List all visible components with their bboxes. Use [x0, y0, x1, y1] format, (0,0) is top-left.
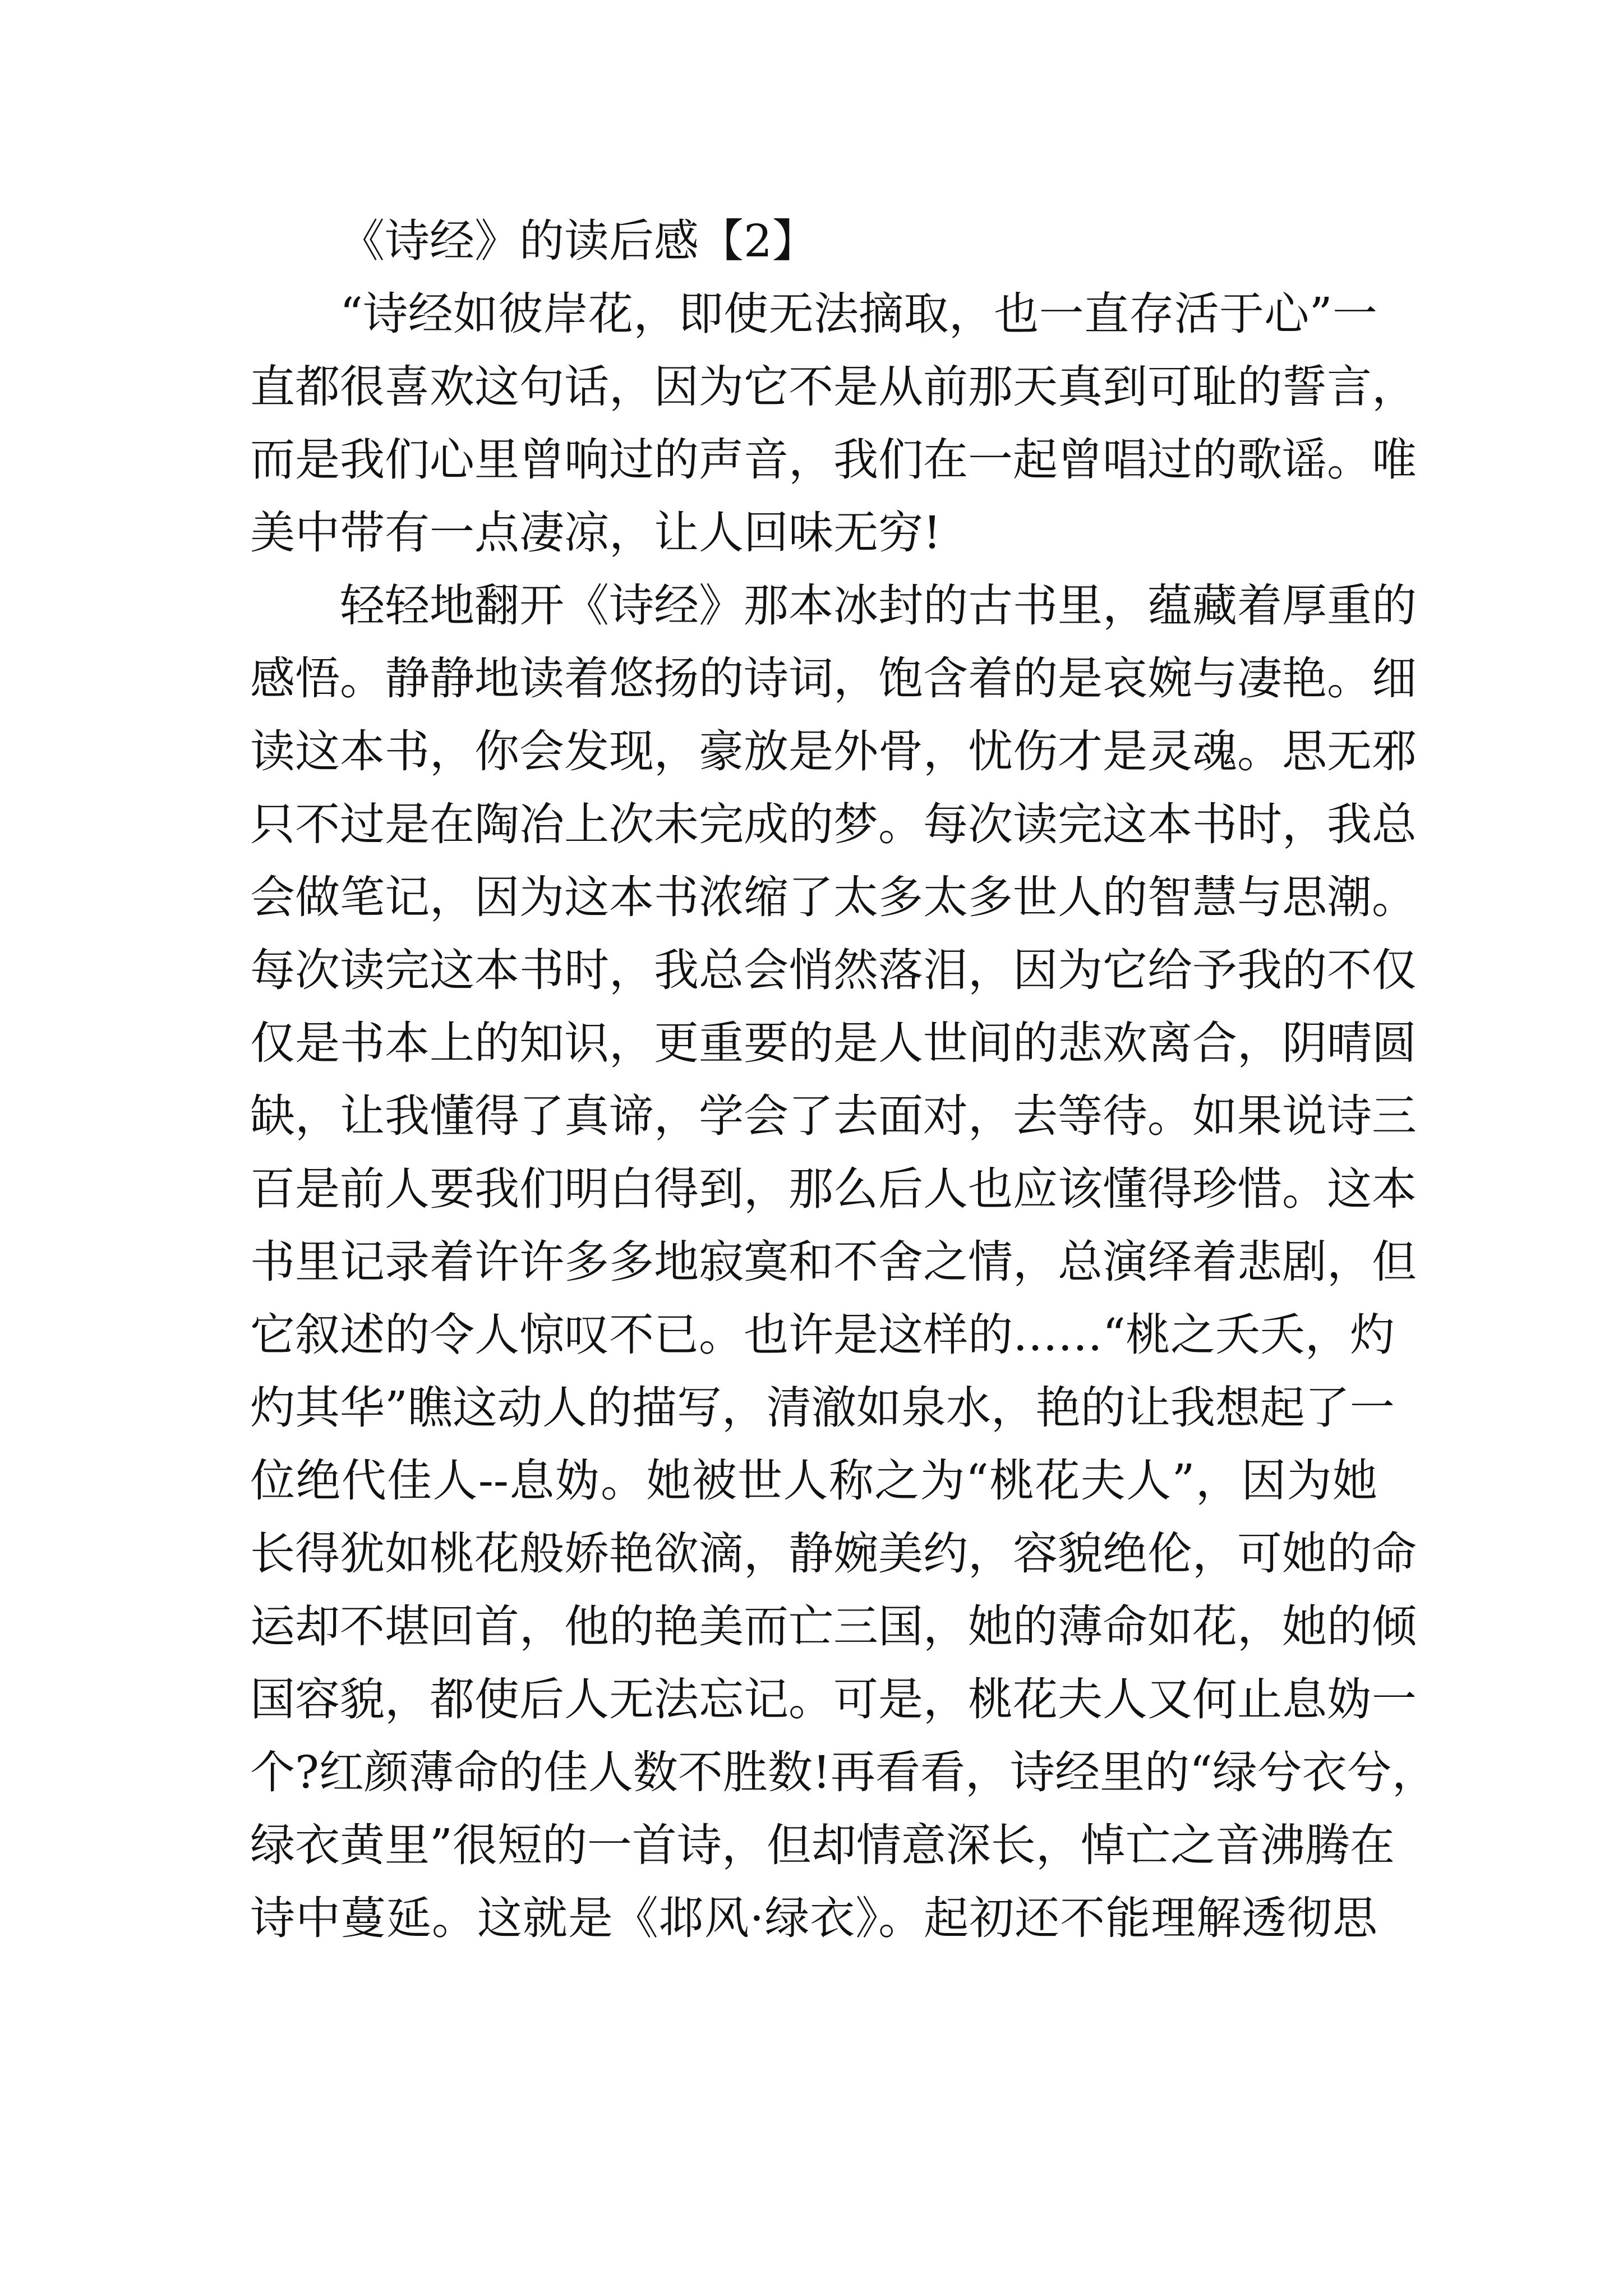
text-line: 百是前人要我们明白得到，那么后人也应该懂得珍惜。这本 [250, 1163, 1417, 1215]
text-line: 运却不堪回首，他的艳美而亡三国，她的薄命如花，她的倾 [250, 1600, 1417, 1653]
text-line: 位绝代佳人--息妫。她被世人称之为“桃花夫人”，因为她 [250, 1455, 1377, 1507]
text-line: 会做笔记，因为这本书浓缩了太多太多世人的智慧与思潮。 [250, 871, 1417, 923]
text-line: 长得犹如桃花般娇艳欲滴，静婉美约，容貌绝伦，可她的命 [250, 1527, 1417, 1580]
text-line: 国容貌，都使后人无法忘记。可是，桃花夫人又何止息妫一 [250, 1673, 1417, 1726]
text-line: 只不过是在陶冶上次未完成的梦。每次读完这本书时，我总 [250, 798, 1417, 850]
paragraph-1 [250, 278, 1417, 569]
text-line: 个?红颜薄命的佳人数不胜数!再看看，诗经里的“绿兮衣兮， [250, 1746, 1437, 1798]
text-line: 读这本书，你会发现，豪放是外骨，忧伤才是灵魂。思无邪 [250, 725, 1417, 777]
text-line: 直都很喜欢这句话，因为它不是从前那天真到可耻的誓言， [250, 361, 1417, 413]
text-line: 而是我们心里曾响过的声音，我们在一起曾唱过的歌谣。唯 [250, 434, 1417, 486]
text-line: 轻轻地翻开《诗经》那本冰封的古书里，蕴藏着厚重的 [340, 579, 1417, 632]
text-line: 它叙述的令人惊叹不已。也许是这样的……“桃之夭夭，灼 [250, 1309, 1395, 1361]
document-title: 《诗经》的读后感【2】 [340, 215, 817, 267]
text-line: 缺，让我懂得了真谛，学会了去面对，去等待。如果说诗三 [250, 1090, 1417, 1142]
document-body [250, 205, 1437, 1955]
text-line: 感悟。静静地读着悠扬的诗词，饱含着的是哀婉与凄艳。细 [250, 652, 1417, 705]
text-line: 美中带有一点凄凉，让人回味无穷! [250, 507, 942, 559]
text-line: 每次读完这本书时，我总会悄然落泪，因为它给予我的不仅 [250, 944, 1417, 996]
text-line: 灼其华”瞧这动人的描写，清澈如泉水，艳的让我想起了一 [250, 1382, 1395, 1434]
text-line: 绿衣黄里”很短的一首诗，但却情意深长，悼亡之音沸腾在 [250, 1819, 1395, 1871]
text-line: 书里记录着许许多多地寂寞和不舍之情，总演绎着悲剧，但 [250, 1236, 1417, 1288]
text-line: 仅是书本上的知识，更重要的是人世间的悲欢离合，阴晴圆 [250, 1017, 1417, 1069]
paragraph-2 [250, 569, 1437, 1955]
text-line: “诗经如彼岸花，即使无法摘取，也一直存活于心”一 [340, 288, 1377, 340]
text-line: 诗中蔓延。这就是《邶风·绿衣》。起初还不能理解透彻思 [250, 1892, 1377, 1944]
